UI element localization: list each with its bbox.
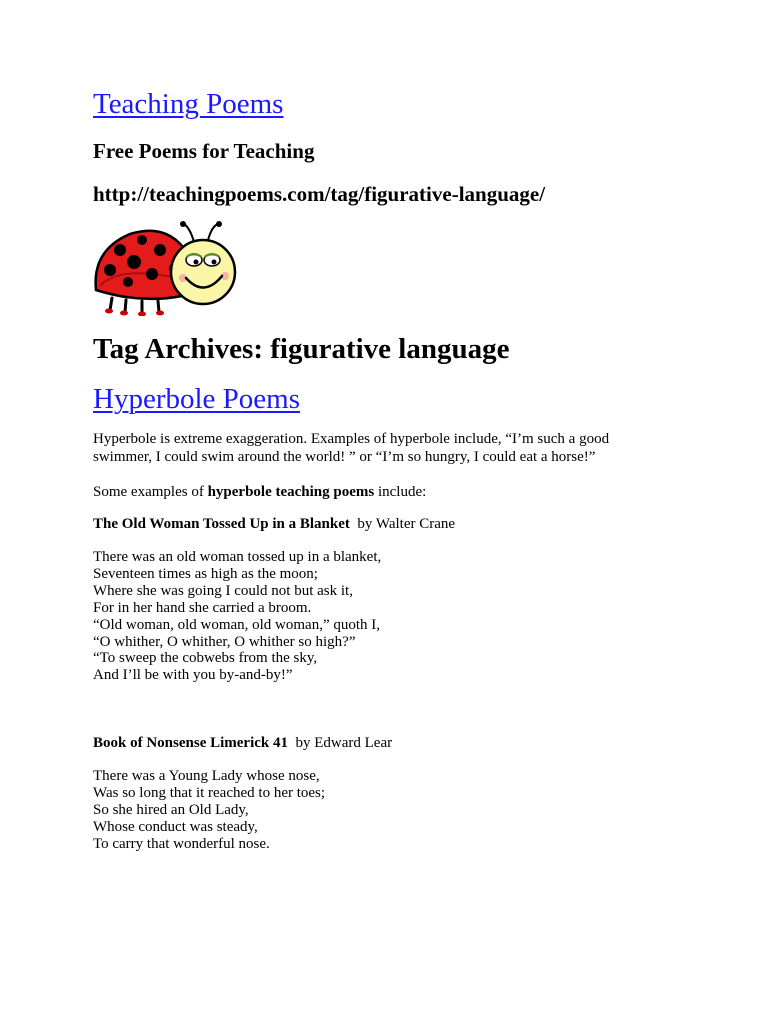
poem-body (93, 549, 381, 684)
examples-prefix: Some examples of (93, 484, 208, 500)
ladybug-illustration (90, 220, 238, 316)
poem-body (93, 768, 325, 853)
archive-heading: Tag Archives: figurative language (93, 333, 510, 365)
examples-bold: hyperbole teaching poems (207, 484, 375, 500)
poem-line: “To sweep the cobwebs from the sky, (93, 650, 318, 667)
poem-title: Book of Nonsense Limerick 41 (93, 735, 288, 751)
poem-line: Where she was going I could not but ask it, (93, 582, 353, 599)
page-url: http://teachingpoems.com/tag/figurative-language/ (93, 182, 546, 206)
post-intro (93, 430, 653, 466)
poem-line: There was a Young Lady whose nose, (93, 768, 320, 784)
poem-title: The Old Woman Tossed Up in a Blanket (93, 516, 350, 532)
site-tagline: Free Poems for Teaching (93, 139, 315, 163)
examples-sentence (93, 483, 426, 501)
poem-line: “Old woman, old woman, old woman,” quoth I, (93, 616, 381, 633)
site-title-link[interactable]: Teaching Poems (93, 88, 284, 120)
intro-line: Hyperbole is extreme exaggeration. Examples of hyperbole include, “I’m such a good (93, 431, 610, 447)
poem-line: So she hired an Old Lady, (93, 801, 249, 818)
examples-suffix: include: (374, 484, 427, 500)
poem-line: Whose conduct was steady, (93, 818, 258, 835)
poem-byline: by Walter Crane (349, 516, 456, 532)
post-title-link[interactable]: Hyperbole Poems (93, 383, 300, 415)
poem-line: There was an old woman tossed up in a blanket, (93, 549, 382, 565)
poem-line: Was so long that it reached to her toes; (93, 784, 326, 801)
intro-line: swimmer, I could swim around the world! ” or “I’m so hungry, I could eat a horse!” (93, 449, 596, 465)
poem-line: Seventeen times as high as the moon; (93, 565, 318, 582)
poem-heading (93, 515, 455, 533)
poem-line: For in her hand she carried a broom. (93, 599, 312, 616)
poem-byline: by Edward Lear (288, 735, 393, 751)
poem-line: “O whither, O whither, O whither so high?” (93, 633, 356, 650)
poem-line: And I’ll be with you by-and-by!” (93, 667, 293, 684)
poem-line: To carry that wonderful nose. (93, 835, 270, 852)
poem-heading (93, 734, 392, 752)
